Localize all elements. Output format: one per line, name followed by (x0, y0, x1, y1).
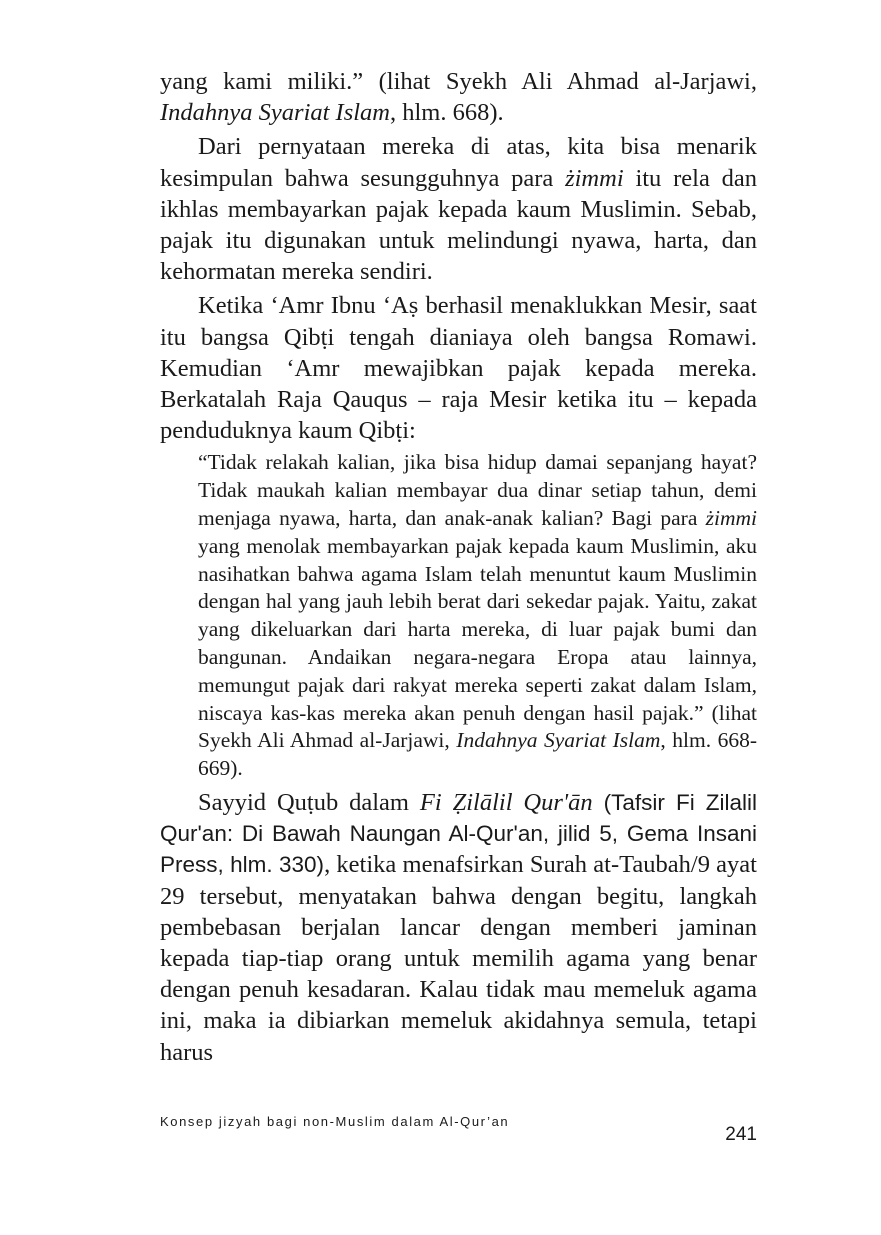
p1-text-c: , hlm. 668). (390, 99, 504, 127)
paragraph-sayyid-qutub (160, 787, 757, 1068)
p3-text-a: Ketika ‘Amr Ibnu ‘Aṣ berhasil menaklukkan Mesir, saat itu bangsa Qibṭi tengah dianiaya oleh bangsa Romawi. Kemudian ‘Amr mewajibkan pajak kepada mereka. Berkatalah Raja Qauqus – raja Mesir ketika itu – kepada penduduknya kaum Qibṭi: (160, 292, 757, 445)
running-footer-title: Konsep jizyah bagi non-Muslim dalam Al-Qur’an (160, 1114, 510, 1129)
page-number: 241 (725, 1124, 757, 1145)
quote-term-zimmi: żimmi (705, 506, 757, 531)
p2-text-c: itu rela dan ikhlas membayarkan pajak kepada kaum Muslimin. Sebab, pajak itu digunakan untuk melindungi nyawa, harta, dan kehormatan mereka sendiri. (160, 164, 758, 286)
paragraph-citation-continuation (160, 66, 757, 128)
quote-text-e: , hlm. 668-669). (198, 728, 758, 781)
paragraph-amr-egypt (160, 290, 757, 446)
quote-book-title: Indahnya Syariat Islam (456, 728, 661, 753)
p4-citation: (Tafsir Fi Zilalil Qur'an: Di Bawah Naungan Al-Qur'an, jilid 5, Gema Insani Press, hlm. 330) (160, 790, 757, 878)
p2-term-zimmi: żimmi (565, 164, 624, 192)
quote-text-c: yang menolak membayarkan pajak kepada kaum Muslimin, aku nasihatkan bahwa agama Islam telah menuntut kaum Muslimin dengan hal yang jauh lebih berat dari sekedar pajak. Yaitu, zakat yang dikeluarkan dari harta mereka, di luar pajak bumi dan bangunan. Andaikan negara-negara Eropa atau lainnya, memungut pajak dari rakyat mereka seperti zakat dalam Islam, niscaya kas-kas mereka akan penuh dengan hasil pajak.” (lihat Syekh Ali Ahmad al-Jarjawi, (198, 533, 757, 753)
p1-text-a: yang kami miliki.” (lihat Syekh Ali Ahmad al-Jarjawi, (160, 68, 757, 95)
p4-text-d: , ketika menafsirkan Surah at-Taubah/9 ayat 29 tersebut, menyatakan bahwa dengan begitu, langkah pembebasan berjalan lancar dengan memberi jaminan kepada tiap-tiap orang untuk memilih agama yang benar dengan penuh kesadaran. Kalau tidak mau memeluk agama ini, maka ia dibiarkan memeluk akidahnya semula, tetapi harus (160, 851, 757, 1066)
p1-book-title: Indahnya Syariat Islam (160, 99, 390, 127)
p4-book-title: Fi Ẓilālil Qur'ān (419, 789, 593, 816)
block-quote (198, 449, 757, 783)
paragraph-conclusion (160, 131, 757, 287)
p4-text-a: Sayyid Quṭub dalam (198, 789, 420, 816)
quote-text-a: “Tidak relakah kalian, jika bisa hidup damai sepanjang hayat? Tidak maukah kalian membayar dua dinar setiap tahun, demi menjaga nyawa, harta, dan anak-anak kalian? Bagi para (198, 450, 757, 531)
p2-text-a: Dari pernyataan mereka di atas, kita bisa menarik kesimpulan bahwa sesungguhnya para (160, 133, 757, 192)
body-text (160, 66, 757, 1068)
